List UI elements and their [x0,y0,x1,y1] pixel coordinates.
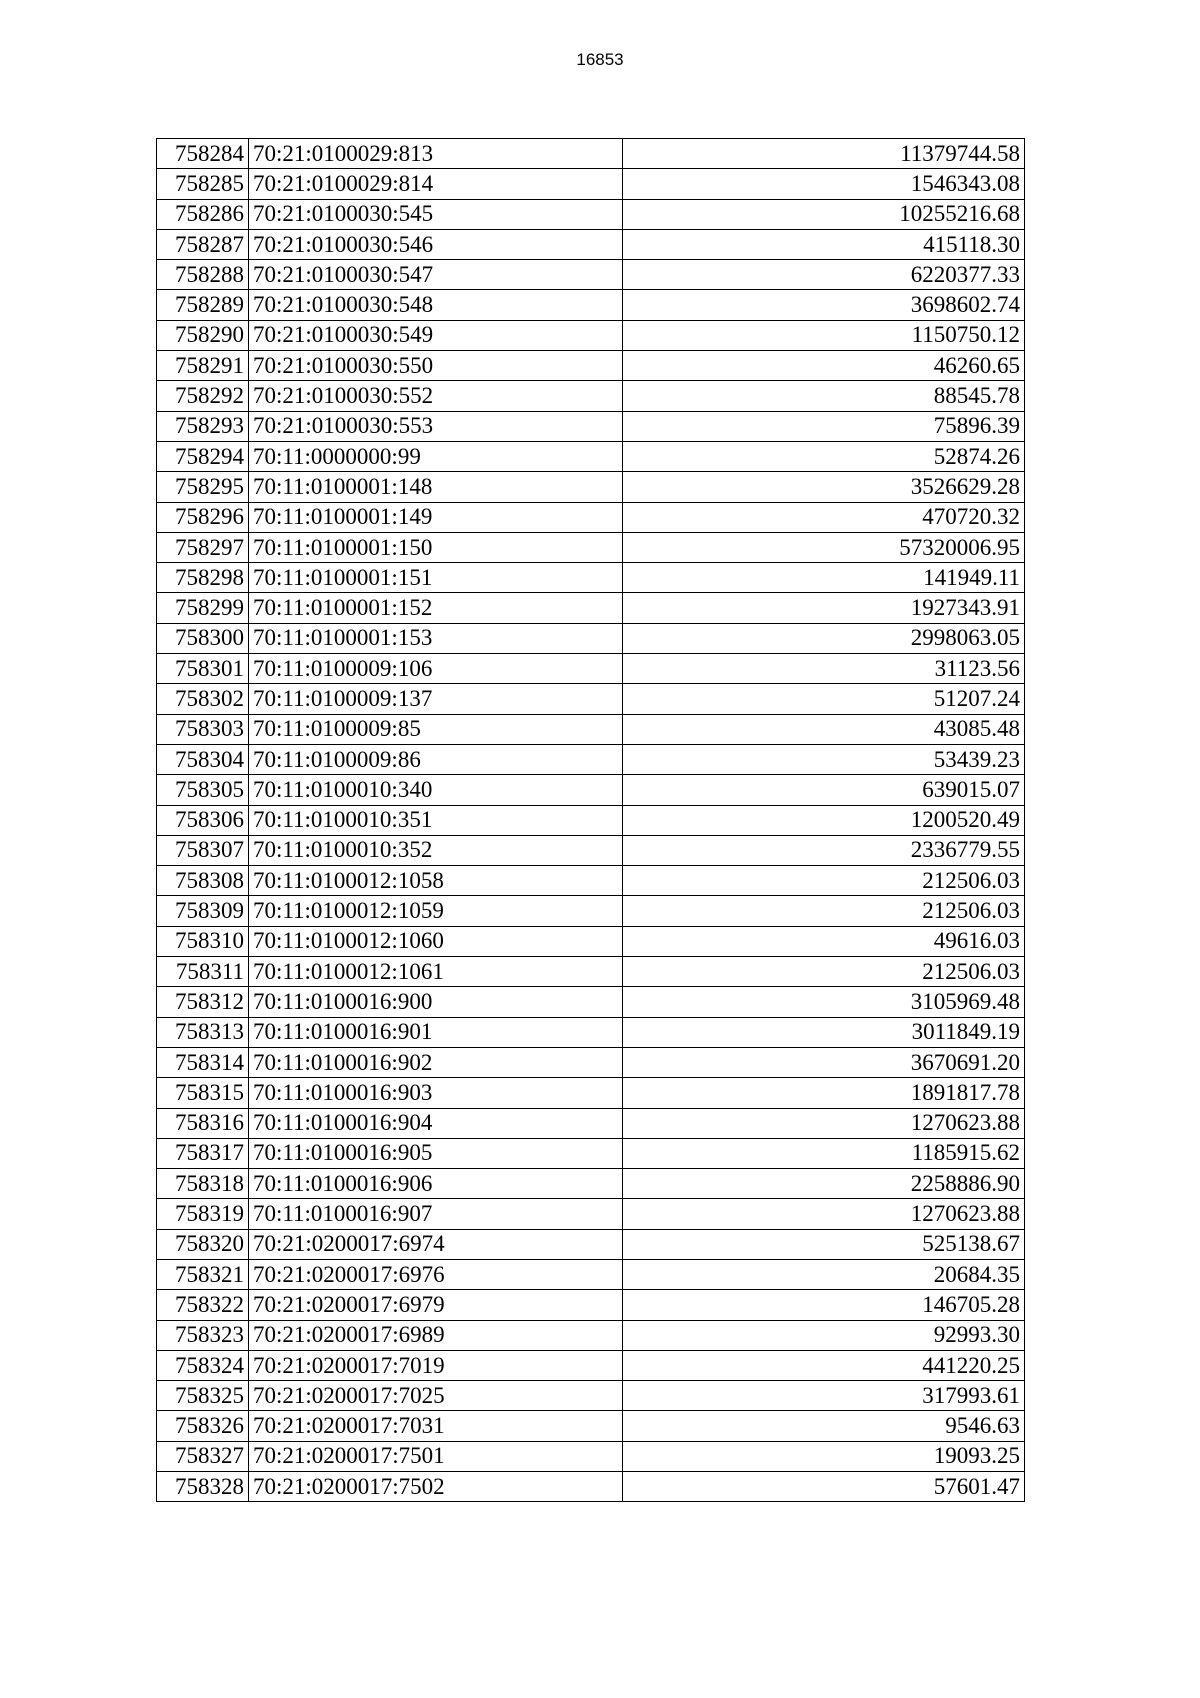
table-row [157,896,1025,926]
table-row [157,1078,1025,1108]
row-number-cell: 758311 [157,957,249,987]
row-number-cell: 758285 [157,169,249,199]
row-number-cell: 758295 [157,472,249,502]
table-row [157,1472,1025,1502]
table-row [157,1320,1025,1350]
table-row [157,532,1025,562]
table-row [157,229,1025,259]
row-number-cell: 758303 [157,714,249,744]
table-row [157,1047,1025,1077]
row-number-cell: 758292 [157,381,249,411]
cadastral-number-cell: 70:21:0200017:6979 [249,1290,623,1320]
cadastral-number-cell: 70:11:0100012:1060 [249,926,623,956]
cadastral-number-cell: 70:21:0100030:548 [249,290,623,320]
table-row [157,805,1025,835]
row-number-cell: 758327 [157,1441,249,1471]
table-row [157,775,1025,805]
cadastral-number-cell: 70:11:0100001:151 [249,563,623,593]
cadastral-number-cell: 70:21:0200017:6989 [249,1320,623,1350]
row-number-cell: 758322 [157,1290,249,1320]
cadastral-number-cell: 70:21:0100030:547 [249,260,623,290]
table-row [157,169,1025,199]
row-number-cell: 758298 [157,563,249,593]
cadastral-value-cell: 57601.47 [623,1472,1025,1502]
row-number-cell: 758300 [157,623,249,653]
table-row [157,1108,1025,1138]
table-row [157,835,1025,865]
cadastral-value-cell: 52874.26 [623,441,1025,471]
table-row [157,1169,1025,1199]
row-number-cell: 758304 [157,744,249,774]
cadastral-number-cell: 70:11:0100016:906 [249,1169,623,1199]
cadastral-value-table [156,138,1025,1502]
row-number-cell: 758287 [157,229,249,259]
table-row [157,714,1025,744]
cadastral-number-cell: 70:11:0100016:902 [249,1047,623,1077]
cadastral-number-cell: 70:11:0100012:1058 [249,866,623,896]
table-row [157,381,1025,411]
cadastral-value-cell: 1891817.78 [623,1078,1025,1108]
cadastral-number-cell: 70:21:0100030:546 [249,229,623,259]
table-row [157,199,1025,229]
cadastral-number-cell: 70:11:0100001:149 [249,502,623,532]
cadastral-value-cell: 1200520.49 [623,805,1025,835]
cadastral-value-cell: 3670691.20 [623,1047,1025,1077]
row-number-cell: 758289 [157,290,249,320]
table-row [157,139,1025,169]
cadastral-number-cell: 70:11:0100010:351 [249,805,623,835]
cadastral-value-cell: 20684.35 [623,1259,1025,1289]
table-row [157,744,1025,774]
table-row [157,1229,1025,1259]
cadastral-value-cell: 6220377.33 [623,260,1025,290]
row-number-cell: 758302 [157,684,249,714]
row-number-cell: 758320 [157,1229,249,1259]
cadastral-number-cell: 70:21:0200017:6974 [249,1229,623,1259]
table-row [157,260,1025,290]
cadastral-number-cell: 70:11:0100016:904 [249,1108,623,1138]
cadastral-value-cell: 3698602.74 [623,290,1025,320]
cadastral-value-cell: 53439.23 [623,744,1025,774]
cadastral-number-cell: 70:11:0100001:152 [249,593,623,623]
cadastral-value-cell: 3526629.28 [623,472,1025,502]
cadastral-value-cell: 9546.63 [623,1411,1025,1441]
cadastral-value-cell: 525138.67 [623,1229,1025,1259]
row-number-cell: 758290 [157,320,249,350]
cadastral-value-cell: 51207.24 [623,684,1025,714]
row-number-cell: 758309 [157,896,249,926]
cadastral-value-cell: 470720.32 [623,502,1025,532]
cadastral-value-cell: 46260.65 [623,351,1025,381]
table-row [157,623,1025,653]
row-number-cell: 758307 [157,835,249,865]
table-row [157,1411,1025,1441]
table-row [157,926,1025,956]
table-row [157,1017,1025,1047]
cadastral-number-cell: 70:11:0100009:86 [249,744,623,774]
cadastral-number-cell: 70:21:0100030:552 [249,381,623,411]
cadastral-value-cell: 1185915.62 [623,1138,1025,1168]
table-row [157,351,1025,381]
row-number-cell: 758308 [157,866,249,896]
cadastral-number-cell: 70:11:0100016:907 [249,1199,623,1229]
row-number-cell: 758284 [157,139,249,169]
table-row [157,1199,1025,1229]
cadastral-value-cell: 441220.25 [623,1350,1025,1380]
cadastral-value-cell: 3105969.48 [623,987,1025,1017]
cadastral-number-cell: 70:11:0100009:85 [249,714,623,744]
row-number-cell: 758294 [157,441,249,471]
row-number-cell: 758312 [157,987,249,1017]
cadastral-number-cell: 70:21:0100030:549 [249,320,623,350]
table-row [157,411,1025,441]
table-row [157,987,1025,1017]
cadastral-number-cell: 70:21:0200017:7031 [249,1411,623,1441]
table-row [157,593,1025,623]
cadastral-number-cell: 70:21:0100029:814 [249,169,623,199]
cadastral-number-cell: 70:21:0200017:7501 [249,1441,623,1471]
row-number-cell: 758318 [157,1169,249,1199]
cadastral-value-cell: 19093.25 [623,1441,1025,1471]
cadastral-value-cell: 31123.56 [623,654,1025,684]
cadastral-number-cell: 70:21:0100030:553 [249,411,623,441]
cadastral-number-cell: 70:11:0100001:150 [249,532,623,562]
row-number-cell: 758319 [157,1199,249,1229]
cadastral-number-cell: 70:21:0200017:6976 [249,1259,623,1289]
cadastral-value-cell: 1270623.88 [623,1108,1025,1138]
table-row [157,502,1025,532]
table-row [157,1290,1025,1320]
row-number-cell: 758288 [157,260,249,290]
cadastral-number-cell: 70:21:0100030:550 [249,351,623,381]
page-number: 16853 [576,50,624,69]
cadastral-number-cell: 70:21:0200017:7502 [249,1472,623,1502]
table-row [157,684,1025,714]
row-number-cell: 758328 [157,1472,249,1502]
cadastral-value-cell: 146705.28 [623,1290,1025,1320]
row-number-cell: 758286 [157,199,249,229]
table-row [157,866,1025,896]
table-row [157,441,1025,471]
table-row [157,290,1025,320]
cadastral-value-cell: 3011849.19 [623,1017,1025,1047]
cadastral-value-cell: 2336779.55 [623,835,1025,865]
cadastral-number-cell: 70:11:0100012:1061 [249,957,623,987]
row-number-cell: 758301 [157,654,249,684]
cadastral-value-cell: 1927343.91 [623,593,1025,623]
row-number-cell: 758317 [157,1138,249,1168]
cadastral-value-cell: 639015.07 [623,775,1025,805]
cadastral-value-cell: 415118.30 [623,229,1025,259]
cadastral-value-cell: 43085.48 [623,714,1025,744]
cadastral-number-cell: 70:11:0100009:137 [249,684,623,714]
row-number-cell: 758297 [157,532,249,562]
table-row [157,1138,1025,1168]
cadastral-value-cell: 1150750.12 [623,320,1025,350]
table-row [157,1381,1025,1411]
row-number-cell: 758321 [157,1259,249,1289]
cadastral-value-cell: 57320006.95 [623,532,1025,562]
cadastral-value-cell: 212506.03 [623,866,1025,896]
cadastral-value-cell: 88545.78 [623,381,1025,411]
row-number-cell: 758293 [157,411,249,441]
cadastral-number-cell: 70:11:0100001:153 [249,623,623,653]
table-row [157,472,1025,502]
row-number-cell: 758313 [157,1017,249,1047]
cadastral-value-cell: 2258886.90 [623,1169,1025,1199]
cadastral-number-cell: 70:11:0100016:901 [249,1017,623,1047]
cadastral-value-cell: 49616.03 [623,926,1025,956]
cadastral-value-cell: 11379744.58 [623,139,1025,169]
cadastral-number-cell: 70:21:0200017:7025 [249,1381,623,1411]
row-number-cell: 758305 [157,775,249,805]
row-number-cell: 758316 [157,1108,249,1138]
cadastral-number-cell: 70:11:0100001:148 [249,472,623,502]
table-row [157,1350,1025,1380]
table-row [157,654,1025,684]
cadastral-number-cell: 70:11:0100010:340 [249,775,623,805]
cadastral-value-cell: 1546343.08 [623,169,1025,199]
cadastral-value-cell: 2998063.05 [623,623,1025,653]
cadastral-value-cell: 212506.03 [623,957,1025,987]
row-number-cell: 758299 [157,593,249,623]
cadastral-number-cell: 70:11:0100016:903 [249,1078,623,1108]
cadastral-number-cell: 70:21:0200017:7019 [249,1350,623,1380]
table-body [157,139,1025,1502]
cadastral-number-cell: 70:21:0100030:545 [249,199,623,229]
cadastral-number-cell: 70:11:0100016:900 [249,987,623,1017]
row-number-cell: 758315 [157,1078,249,1108]
row-number-cell: 758323 [157,1320,249,1350]
table-row [157,957,1025,987]
cadastral-value-cell: 141949.11 [623,563,1025,593]
cadastral-number-cell: 70:11:0100009:106 [249,654,623,684]
row-number-cell: 758314 [157,1047,249,1077]
table-row [157,1259,1025,1289]
cadastral-number-cell: 70:11:0100010:352 [249,835,623,865]
cadastral-value-cell: 1270623.88 [623,1199,1025,1229]
row-number-cell: 758306 [157,805,249,835]
cadastral-number-cell: 70:11:0000000:99 [249,441,623,471]
cadastral-number-cell: 70:11:0100012:1059 [249,896,623,926]
table-row [157,1441,1025,1471]
cadastral-value-cell: 92993.30 [623,1320,1025,1350]
table-row [157,320,1025,350]
cadastral-value-cell: 317993.61 [623,1381,1025,1411]
cadastral-number-cell: 70:11:0100016:905 [249,1138,623,1168]
row-number-cell: 758324 [157,1350,249,1380]
row-number-cell: 758310 [157,926,249,956]
table-row [157,563,1025,593]
cadastral-value-cell: 10255216.68 [623,199,1025,229]
row-number-cell: 758296 [157,502,249,532]
cadastral-value-cell: 75896.39 [623,411,1025,441]
cadastral-number-cell: 70:21:0100029:813 [249,139,623,169]
row-number-cell: 758326 [157,1411,249,1441]
row-number-cell: 758325 [157,1381,249,1411]
row-number-cell: 758291 [157,351,249,381]
cadastral-value-cell: 212506.03 [623,896,1025,926]
